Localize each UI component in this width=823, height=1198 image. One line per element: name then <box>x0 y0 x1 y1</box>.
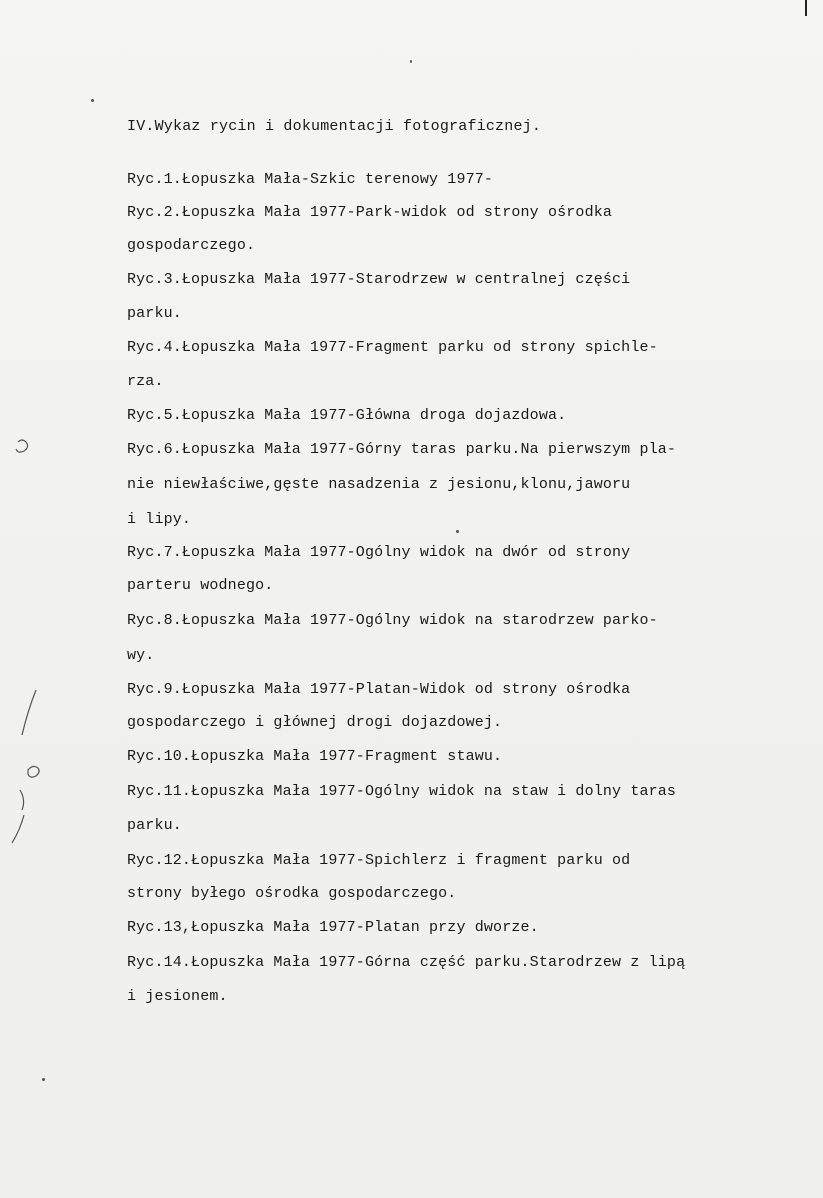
list-item: Ryc.4.Łopuszka Mała 1977-Fragment parku od strony spichle- <box>127 339 658 356</box>
list-item: Ryc.1.Łopuszka Mała-Szkic terenowy 1977- <box>127 171 494 188</box>
margin-pencil-marks <box>0 0 80 860</box>
list-item: nie niewłaściwe,gęste nasadzenia z jesionu,klonu,jaworu <box>127 476 631 493</box>
corner-mark <box>805 0 807 16</box>
list-item: Ryc.11.Łopuszka Mała 1977-Ogólny widok na staw i dolny taras <box>127 783 677 800</box>
list-item: Ryc.12.Łopuszka Mała 1977-Spichlerz i fragment parku od <box>127 852 631 869</box>
list-item: Ryc.5.Łopuszka Mała 1977-Główna droga dojazdowa. <box>127 407 567 424</box>
list-item: gospodarczego i głównej drogi dojazdowej. <box>127 714 503 731</box>
list-item: i jesionem. <box>127 988 228 1005</box>
scan-speck <box>42 1078 45 1081</box>
list-item: rza. <box>127 373 164 390</box>
list-item: Ryc.10.Łopuszka Mała 1977-Fragment stawu. <box>127 748 503 765</box>
scan-speck <box>91 99 94 102</box>
list-item: Ryc.9.Łopuszka Mała 1977-Platan-Widok od strony ośrodka <box>127 681 631 698</box>
list-item: strony byłego ośrodka gospodarczego. <box>127 885 457 902</box>
list-item: i lipy. <box>127 511 192 528</box>
list-item: Ryc.3.Łopuszka Mała 1977-Starodrzew w centralnej części <box>127 271 631 288</box>
list-item: wy. <box>127 647 155 664</box>
scan-speck <box>410 60 412 63</box>
scan-speck <box>456 530 459 533</box>
list-item: gospodarczego. <box>127 237 256 254</box>
list-item: Ryc.8.Łopuszka Mała 1977-Ogólny widok na starodrzew parko- <box>127 612 658 629</box>
page-title: IV.Wykaz rycin i dokumentacji fotograficznej. <box>127 118 542 135</box>
list-item: Ryc.13,Łopuszka Mała 1977-Platan przy dworze. <box>127 919 539 936</box>
list-item: parku. <box>127 817 182 834</box>
list-item: Ryc.14.Łopuszka Mała 1977-Górna część parku.Starodrzew z lipą <box>127 954 686 971</box>
list-item: Ryc.6.Łopuszka Mała 1977-Górny taras parku.Na pierwszym pla- <box>127 441 677 458</box>
list-item: parku. <box>127 305 182 322</box>
list-item: parteru wodnego. <box>127 577 274 594</box>
list-item: Ryc.7.Łopuszka Mała 1977-Ogólny widok na dwór od strony <box>127 544 631 561</box>
list-item: Ryc.2.Łopuszka Mała 1977-Park-widok od strony ośrodka <box>127 204 613 221</box>
